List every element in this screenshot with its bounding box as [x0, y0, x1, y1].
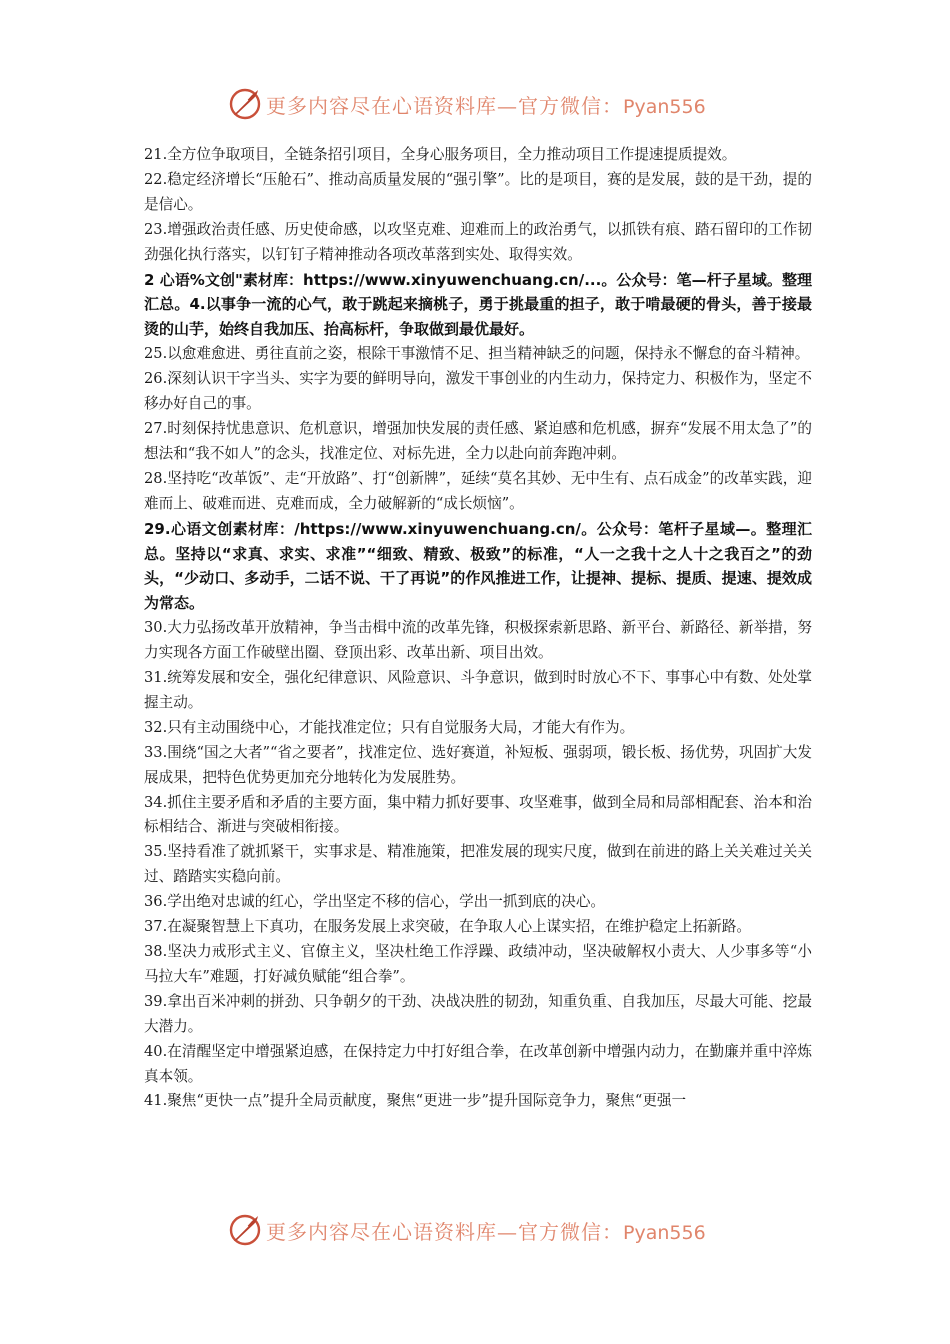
paragraph: 31.统筹发展和安全，强化纪律意识、风险意识、斗争意识，做到时时放心不下、事事心中有数、处处掌握主动。 [144, 669, 812, 711]
paragraph: 41.聚焦“更快一点”提升全局贡献度，聚焦“更进一步”提升国际竞争力，聚焦“更强一 [144, 1092, 687, 1110]
paragraph: 30.大力弘扬改革开放精神，争当击楫中流的改革先锋，积极探索新思路、新平台、新路径、新举措，努力实现各方面工作破壁出圈、登顶出彩、改革出新、项目出效。 [144, 619, 812, 662]
paragraph: 38.坚决力戒形式主义、官僚主义，坚决杜绝工作浮躁、政绩冲动，坚决破解权小责大、人少事多等“小马拉大车”难题，打好减负赋能“组合拳”。 [144, 943, 812, 985]
paragraph: 32.只有主动围绕中心，才能找准定位；只有自觉服务大局，才能大有作为。 [144, 718, 635, 736]
paragraph: 39.拿出百米冲刺的拼劲、只争朝夕的干劲、决战决胜的韧劲，知重负重、自我加压，尽最大可能、挖最大潜力。 [144, 992, 812, 1035]
document-body [144, 143, 812, 1114]
header-watermark-banner [228, 84, 728, 124]
footer-watermark-banner [228, 1210, 728, 1250]
header-banner-text: 更多内容尽在心语资料库—官方微信：Pyan556 [266, 93, 706, 118]
paragraph: 22.稳定经济增长“压舱石”、推动高质量发展的“强引擎”。比的是项目，赛的是发展，鼓的是干劲，提的是信心。 [144, 170, 812, 213]
paragraph: 27.时刻保持忧患意识、危机意识，增强加快发展的责任感、紧迫感和危机感，摒弃“发展不用太急了”的想法和“我不如人”的念头，找准定位、对标先进，全力以赴向前奔跑冲刺。 [144, 419, 812, 462]
paragraph: 34.抓住主要矛盾和矛盾的主要方面，集中精力抓好要事、攻坚难事，做到全局和局部相配套、治本和治标相结合、渐进与突破相衔接。 [144, 793, 812, 836]
paragraph: 37.在凝聚智慧上下真功，在服务发展上求突破，在争取人心上谋实招，在维护稳定上拓新路。 [144, 918, 751, 936]
paragraph: 33.围绕“国之大者”“省之要者”，找准定位、选好赛道，补短板、强弱项，锻长板、扬优势，巩固扩大发展成果，把特色优势更加充分地转化为发展胜势。 [144, 743, 812, 786]
paragraph: 25.以愈难愈进、勇往直前之姿，根除干事激情不足、担当精神缺乏的问题，保持永不懈怠的奋斗精神。 [144, 345, 810, 363]
paragraph: 36.学出绝对忠诚的红心，学出坚定不移的信心，学出一抓到底的决心。 [144, 893, 606, 911]
paragraph: 35.坚持看准了就抓紧干，实事求是、精准施策，把准发展的现实尺度，做到在前进的路上关关难过关关过、踏踏实实稳向前。 [144, 843, 812, 886]
quill-seal-logo-icon [228, 1213, 262, 1247]
paragraph: 28.坚持吃“改革饭”、走“开放路”、打“创新牌”，延续“莫名其妙、无中生有、点石成金”的改革实践，迎难而上、破难而进、克难而成，全力破解新的“成长烦恼”。 [144, 469, 812, 512]
header-wechat-handle: Pyan556 [623, 95, 706, 118]
footer-banner-text: 更多内容尽在心语资料库—官方微信：Pyan556 [266, 1219, 706, 1244]
paragraph: 26.深刻认识干字当头、实字为要的鲜明导向，激发干事创业的内生动力，保持定力、积极作为，坚定不移办好自己的事。 [144, 370, 812, 413]
paragraph: 23.增强政治责任感、历史使命感，以攻坚克难、迎难而上的政治勇气，以抓铁有痕、踏石留印的工作韧劲强化执行落实，以钉钉子精神推动各项改革落到实处、取得实效。 [144, 220, 812, 263]
paragraph: 21.全方位争取项目，全链条招引项目，全身心服务项目，全力推动项目工作提速提质提效。 [144, 146, 737, 163]
quill-seal-logo-icon [228, 87, 262, 121]
paragraph: 29.心语文创素材库：/https://www.xinyuwenchuang.cn/。公众号：笔杆子星域—。整理汇总。坚持以“求真、求实、求准”“细致、精致、极致”的标准，“人一之我十之人十之我百之”的劲头，“少动口、多动手，二话不说、干了再说”的作风推进工作，让提神、提标、提质、提速、提效成为常态。 [144, 519, 812, 613]
paragraph: 40.在清醒坚定中增强紧迫感，在保持定力中打好组合拳，在改革创新中增强内动力，在勤廉并重中淬炼真本领。 [144, 1042, 812, 1085]
footer-wechat-handle: Pyan556 [623, 1221, 706, 1244]
paragraph: 2 心语%文创"素材库：https://www.xinyuwenchuang.cn/...。公众号：笔—杆子星域。整理汇总。4.以事争一流的心气，敢于跳起来摘桃子，勇于挑最重的担子，敢于啃最硬的骨头，善于接最烫的山芋，始终自我加压、抬高标杆，争取做到最优最好。 [144, 270, 812, 339]
